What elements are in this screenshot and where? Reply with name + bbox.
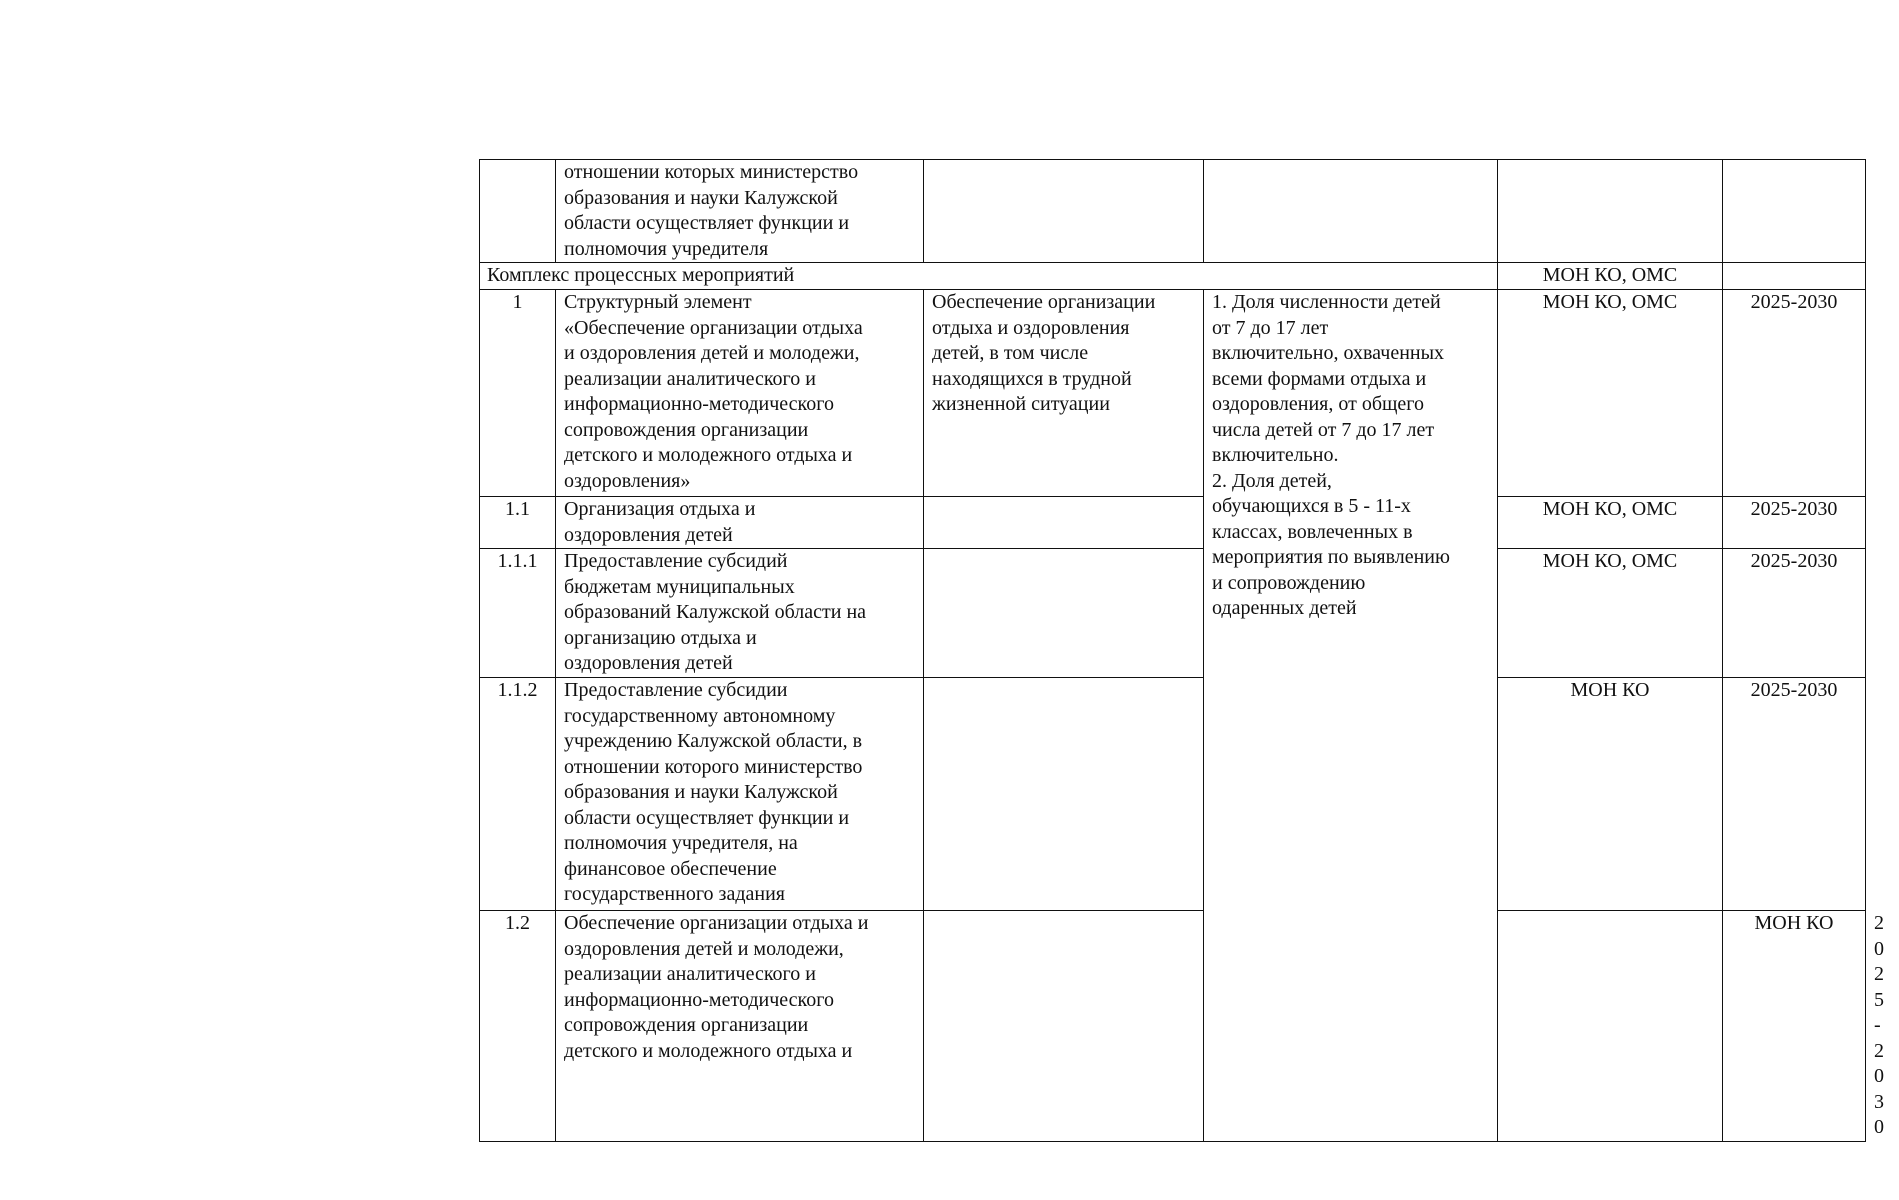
measure-name	[556, 160, 924, 263]
text-line: включительно.	[1212, 444, 1339, 466]
text-line: организацию отдыха и	[564, 626, 757, 649]
text-line: оздоровления детей	[564, 652, 733, 674]
text-line: отношении которого министерство	[564, 755, 863, 778]
indicator-cell	[1204, 290, 1498, 1142]
text-line: информационно-методического	[564, 988, 834, 1011]
text-line: отдыха и оздоровления	[932, 316, 1130, 339]
table-row	[480, 497, 1866, 549]
text-line: и оздоровления детей и молодежи,	[564, 342, 860, 364]
measure-name	[556, 497, 924, 549]
text-line: реализации аналитического и	[564, 367, 816, 390]
text-line: от 7 до 17 лет	[1212, 316, 1329, 339]
section-title: Комплекс процессных мероприятий	[480, 263, 1498, 290]
text-line: отношении которых министерство	[564, 161, 859, 183]
text-line: сопровождения организации	[564, 418, 809, 441]
text-line: детей, в том числе	[932, 342, 1089, 364]
text-line: сопровождения организации	[564, 1014, 809, 1036]
text-line: оздоровления»	[564, 469, 691, 492]
text-line: образований Калужской области на	[564, 601, 867, 623]
measures-table	[479, 159, 1884, 1142]
text-line: оздоровления детей	[564, 523, 733, 546]
row-number	[480, 160, 556, 263]
responsible-cell: МОН КО, ОМС	[1498, 497, 1723, 549]
text-line: одаренных детей	[1212, 597, 1357, 619]
responsible-cell: МОН КО	[1498, 678, 1723, 911]
responsible-cell: МОН КО, ОМС	[1498, 263, 1723, 290]
table-row: 1.2 Обеспечение организации отдыха и оздоровления детей и молодежи, реализации аналитического и информационно-методического сопровождения организации детского и молодежного отдыха и МОН КО 2025-2030	[480, 911, 1866, 1142]
text-line: бюджетам муниципальных	[564, 575, 795, 598]
period-cell: 2025-2030	[1723, 290, 1866, 497]
period-cell: 2025-2030	[1723, 678, 1866, 911]
measure-name	[556, 911, 924, 1142]
text-line: государственного задания	[564, 883, 785, 905]
text-line: оздоровления детей и молодежи,	[564, 937, 844, 960]
indicator-cell	[1498, 911, 1723, 1142]
text-line: детского и молодежного отдыха и	[564, 444, 853, 466]
text-line: включительно, охваченных	[1212, 342, 1445, 364]
task-cell	[924, 160, 1204, 263]
text-line: классах, вовлеченных в	[1212, 520, 1413, 543]
text-line: Организация отдыха и	[564, 498, 756, 520]
text-line: жизненной ситуации	[932, 393, 1110, 415]
text-line: области осуществляет функции и	[564, 806, 850, 829]
table-row	[480, 160, 1866, 263]
indicator-cell	[1204, 160, 1498, 263]
text-line: и сопровождению	[1212, 571, 1366, 594]
row-number: 1.2	[480, 911, 556, 1142]
task-cell	[924, 911, 1204, 1142]
text-line: информационно-методического	[564, 393, 834, 415]
section-row	[480, 263, 1866, 290]
row-number: 1.1.2	[480, 678, 556, 911]
text-line: полномочия учредителя	[564, 237, 769, 260]
period-cell: 2025-2030	[1723, 497, 1866, 549]
responsible-cell: МОН КО, ОМС	[1498, 290, 1723, 497]
text-line: реализации аналитического и	[564, 963, 816, 985]
task-cell	[924, 290, 1204, 497]
text-line: всеми формами отдыха и	[1212, 367, 1427, 390]
responsible-cell: МОН КО	[1723, 911, 1866, 1142]
text-line: числа детей от 7 до 17 лет	[1212, 418, 1435, 441]
text-line: полномочия учредителя, на	[564, 832, 798, 854]
text-line: Предоставление субсидий	[564, 550, 788, 572]
text-line: образования и науки Калужской	[564, 186, 838, 209]
text-line: находящихся в трудной	[932, 367, 1132, 390]
period-cell	[1723, 263, 1866, 290]
text-line: Обеспечение организации	[932, 291, 1156, 313]
text-line: 1. Доля численности детей	[1212, 291, 1441, 313]
measure-name	[556, 678, 924, 911]
task-cell	[924, 678, 1204, 911]
text-line: Обеспечение организации отдыха и	[564, 912, 869, 934]
period-cell	[1723, 160, 1866, 263]
measure-name	[556, 549, 924, 678]
period-cell: 2025-2030	[1723, 549, 1866, 678]
task-cell	[924, 549, 1204, 678]
text-line: мероприятия по выявлению	[1212, 546, 1450, 568]
row-number: 1.1	[480, 497, 556, 549]
text-line: финансовое обеспечение	[564, 857, 777, 880]
table-row	[480, 678, 1866, 911]
table-row	[480, 290, 1866, 497]
text-line: государственному автономному	[564, 704, 836, 727]
text-line: оздоровления, от общего	[1212, 393, 1424, 415]
text-line: детского и молодежного отдыха и	[564, 1039, 853, 1062]
text-line: учреждению Калужской области, в	[564, 730, 863, 752]
text-line: обучающихся в 5 - 11-х	[1212, 495, 1411, 517]
responsible-cell	[1498, 160, 1723, 263]
table-row	[480, 549, 1866, 678]
text-line: области осуществляет функции и	[564, 212, 850, 234]
text-line: Структурный элемент	[564, 291, 752, 313]
responsible-cell: МОН КО, ОМС	[1498, 549, 1723, 678]
text-line: образования и науки Калужской	[564, 781, 838, 803]
row-number: 1	[480, 290, 556, 497]
text-line: 2. Доля детей,	[1212, 469, 1332, 492]
task-cell	[924, 497, 1204, 549]
text-line: Предоставление субсидии	[564, 679, 788, 701]
measure-name	[556, 290, 924, 497]
row-number: 1.1.1	[480, 549, 556, 678]
text-line: «Обеспечение организации отдыха	[564, 316, 863, 339]
